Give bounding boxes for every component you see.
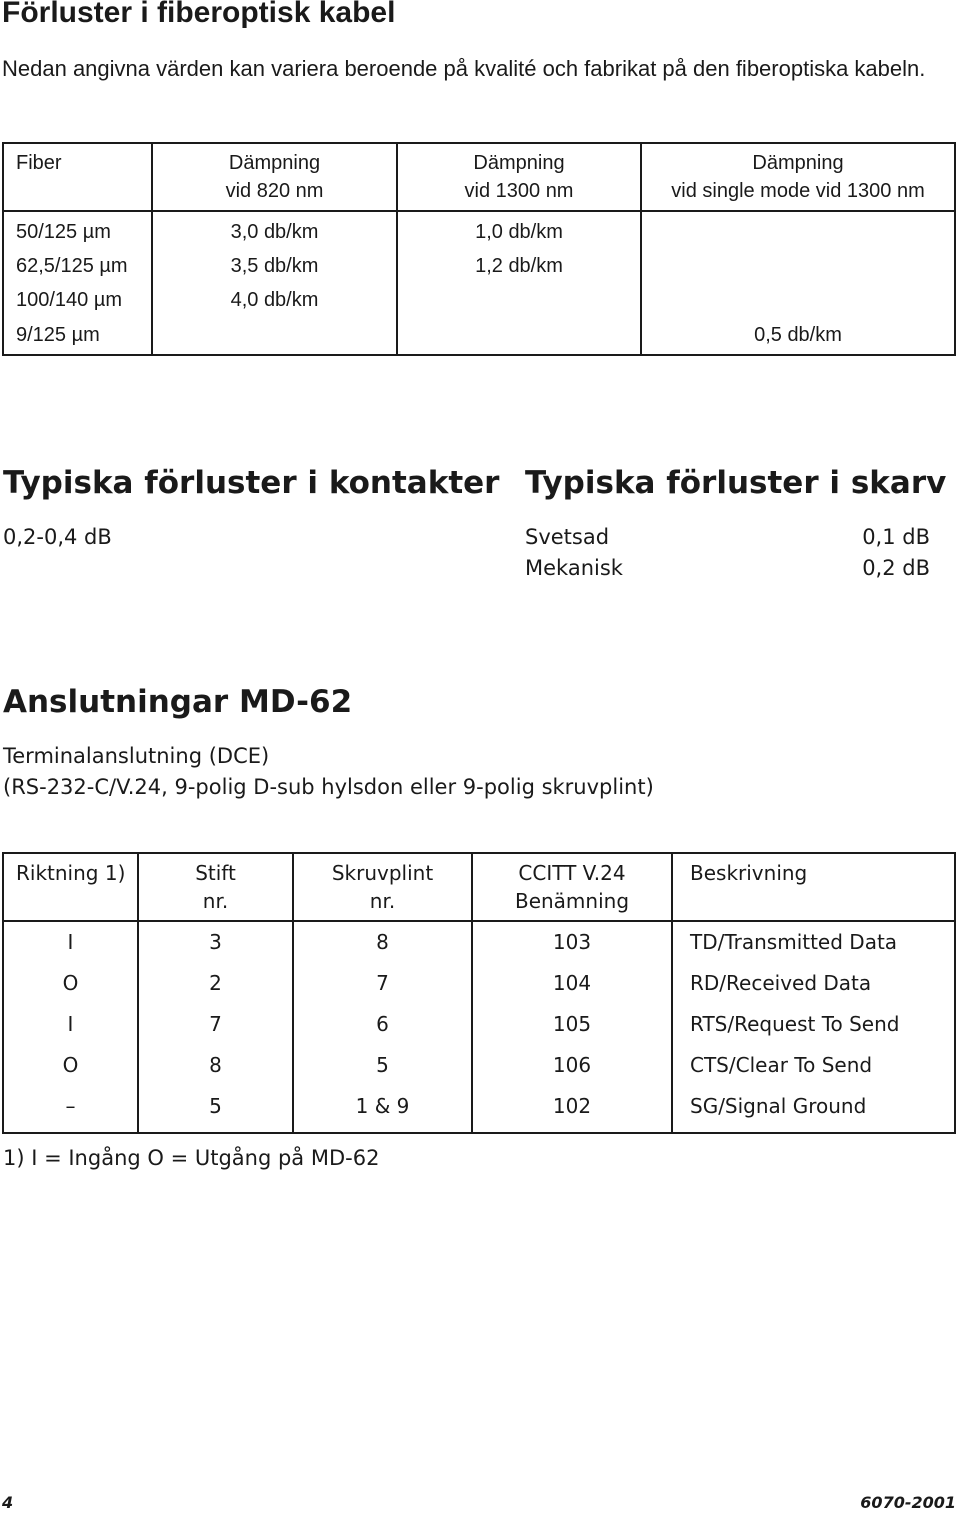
row-direction: I (67, 930, 74, 954)
md62-heading: Anslutningar MD-62 (3, 684, 353, 720)
header-skruvplint-line2: nr. (369, 889, 396, 913)
row-d820: 3,5 db/km (230, 255, 319, 277)
header-skruvplint-line1: Skruvplint (331, 861, 434, 885)
kontakter-heading: Typiska förluster i kontakter (3, 465, 500, 501)
md62-pin-table (2, 852, 956, 1134)
row-screw: 7 (376, 971, 389, 995)
row-d1300: 1,2 db/km (475, 255, 563, 277)
header-beskrivning: Beskrivning (690, 861, 808, 885)
fiber-loss-table (2, 142, 956, 356)
row-d1300: 1,0 db/km (475, 221, 563, 243)
row-description: TD/Transmitted Data (690, 930, 898, 954)
skarv-label: Mekanisk (525, 556, 623, 580)
row-screw: 5 (376, 1053, 389, 1077)
row-ccitt: 102 (552, 1094, 592, 1118)
row-d820: 4,0 db/km (230, 289, 319, 311)
header-820-line1: Dämpning (228, 152, 321, 174)
row-pin: 5 (209, 1094, 222, 1118)
header-divider (4, 920, 954, 922)
md62-footnote: 1) I = Ingång O = Utgång på MD-62 (3, 1146, 380, 1170)
header-ccitt-line1: CCITT V.24 (518, 861, 626, 885)
header-stift-line2: nr. (202, 889, 229, 913)
row-fiber: 50/125 µm (16, 221, 111, 243)
row-description: CTS/Clear To Send (690, 1053, 873, 1077)
row-direction: – (65, 1094, 76, 1118)
row-screw: 8 (376, 930, 389, 954)
row-description: RD/Received Data (690, 971, 872, 995)
skarv-value: 0,1 dB (862, 525, 930, 549)
row-dsm: 0,5 db/km (754, 324, 842, 346)
row-ccitt: 105 (552, 1012, 592, 1036)
row-fiber: 9/125 µm (16, 324, 100, 346)
document-code: 6070-2001 (860, 1493, 956, 1512)
header-820-line2: vid 820 nm (225, 180, 324, 202)
row-pin: 7 (209, 1012, 222, 1036)
kontakter-value: 0,2-0,4 dB (3, 525, 112, 549)
row-fiber: 100/140 µm (16, 289, 123, 311)
column-divider (671, 854, 673, 1132)
row-pin: 2 (209, 971, 222, 995)
header-sm-line1: Dämpning (752, 152, 844, 174)
header-riktning: Riktning 1) (16, 861, 126, 885)
row-ccitt: 104 (552, 971, 592, 995)
skarv-heading: Typiska förluster i skarv (525, 465, 947, 501)
header-divider (4, 210, 954, 212)
header-1300-line2: vid 1300 nm (464, 180, 574, 202)
page-title: Förluster i fiberoptisk kabel (2, 0, 396, 29)
skarv-label: Svetsad (525, 525, 610, 549)
header-1300-line1: Dämpning (473, 152, 565, 174)
row-d820: 3,0 db/km (230, 221, 319, 243)
row-ccitt: 106 (552, 1053, 592, 1077)
md62-subtitle: Terminalanslutning (DCE) (3, 744, 270, 768)
row-direction: O (62, 971, 79, 995)
md62-description: (RS-232-C/V.24, 9-polig D-sub hylsdon eller 9-polig skruvplint) (3, 775, 654, 799)
row-description: RTS/Request To Send (690, 1012, 900, 1036)
row-screw: 6 (376, 1012, 389, 1036)
row-ccitt: 103 (552, 930, 592, 954)
row-direction: I (67, 1012, 74, 1036)
header-stift-line1: Stift (195, 861, 236, 885)
header-ccitt-line2: Benämning (514, 889, 630, 913)
row-pin: 8 (209, 1053, 222, 1077)
header-fiber: Fiber (16, 152, 62, 174)
skarv-value: 0,2 dB (862, 556, 930, 580)
header-sm-line2: vid single mode vid 1300 nm (671, 180, 925, 202)
row-screw: 1 & 9 (355, 1094, 410, 1118)
row-fiber: 62,5/125 µm (16, 255, 128, 277)
row-direction: O (62, 1053, 79, 1077)
intro-text: Nedan angivna värden kan variera beroende på kvalité och fabrikat på den fiberoptiska kabeln. (2, 56, 926, 81)
row-description: SG/Signal Ground (690, 1094, 867, 1118)
row-pin: 3 (209, 930, 222, 954)
page-number: 4 (2, 1493, 14, 1512)
